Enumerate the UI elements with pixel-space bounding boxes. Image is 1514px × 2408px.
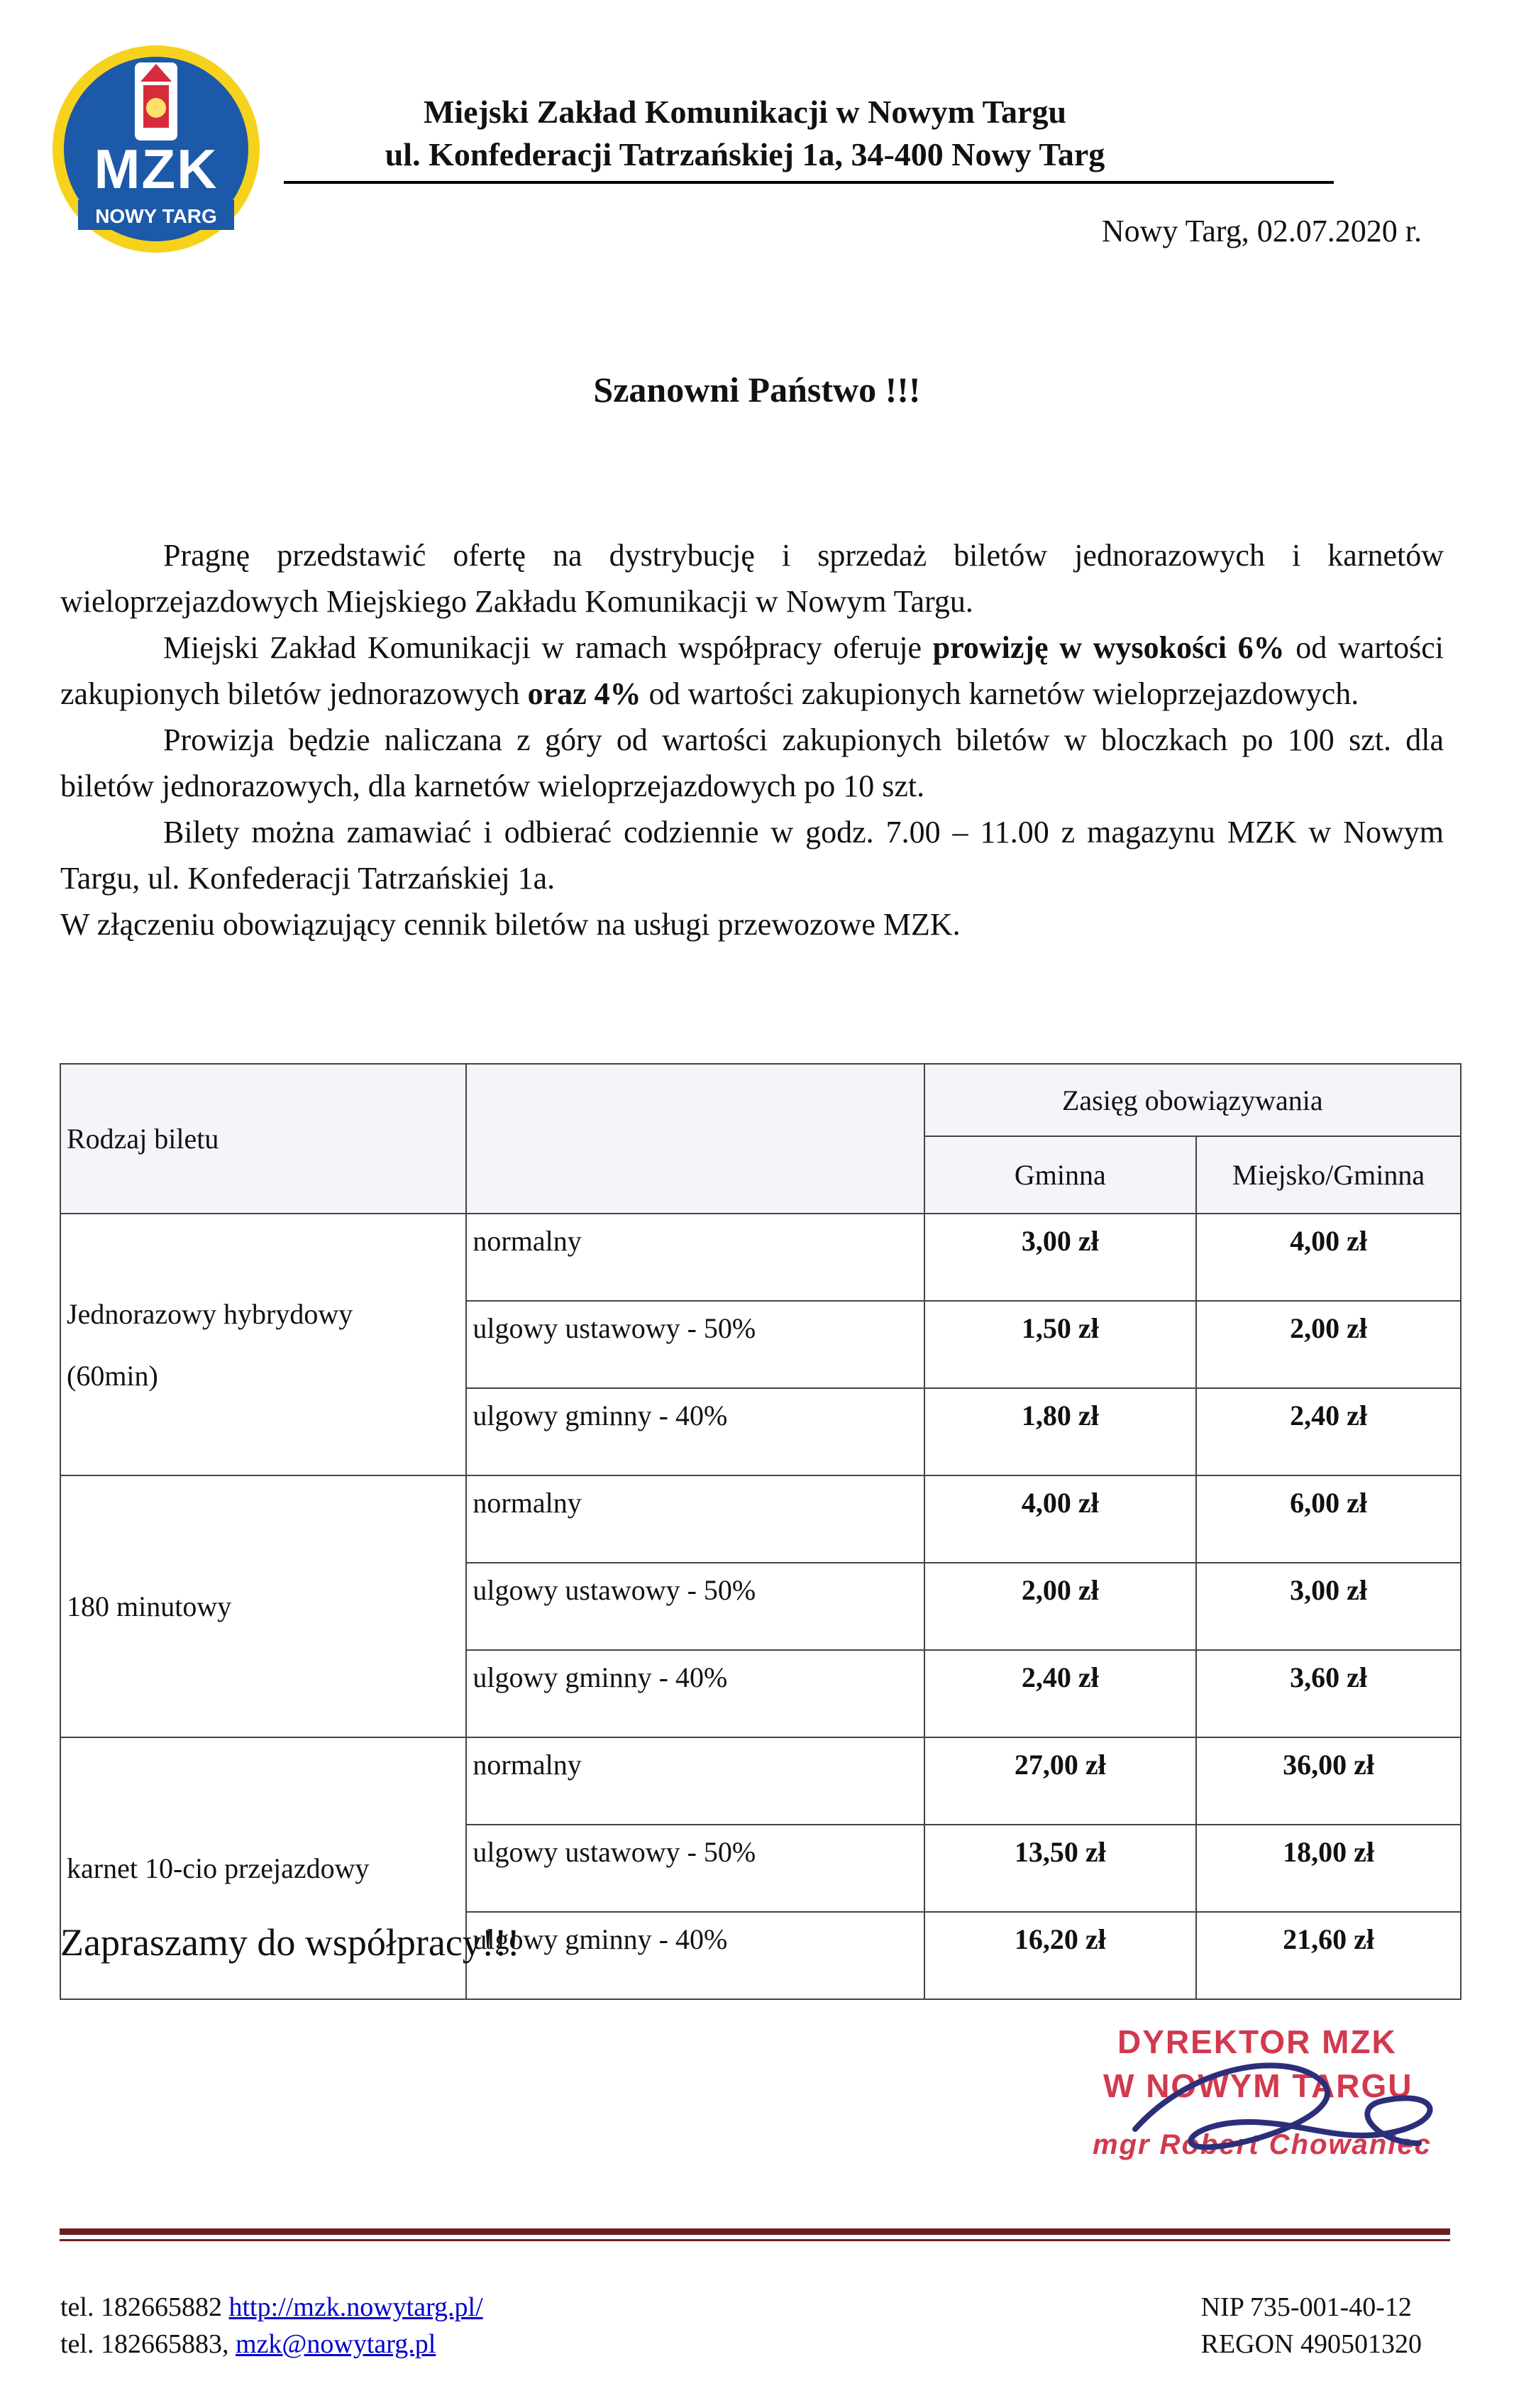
- ticket-variant: ulgowy gminny - 40%: [466, 1912, 924, 1999]
- price-miejsko: 2,00 zł: [1196, 1301, 1461, 1388]
- svg-text:NOWY TARG: NOWY TARG: [95, 205, 217, 227]
- commission-rate-single: prowizję w wysokości 6%: [932, 630, 1285, 665]
- stamp-location: W NOWYM TARGU: [1103, 2067, 1413, 2104]
- price-miejsko: 4,00 zł: [1196, 1214, 1461, 1301]
- commission-rate-pass: oraz 4%: [527, 676, 641, 711]
- price-gminna: 1,80 zł: [924, 1388, 1197, 1475]
- header-zone-miejsko: Miejsko/Gminna: [1196, 1136, 1461, 1214]
- header-divider: [284, 181, 1334, 184]
- table-row: [60, 1214, 1461, 1301]
- price-gminna: 1,50 zł: [924, 1301, 1197, 1388]
- greeting: Szanowni Państwo !!!: [593, 370, 921, 409]
- organization-name: Miejski Zakład Komunikacji w Nowym Targu: [423, 94, 1067, 130]
- header-ticket-type: Rodzaj biletu: [60, 1064, 466, 1214]
- price-gminna: 27,00 zł: [924, 1737, 1197, 1825]
- ticket-variant: normalny: [466, 1475, 924, 1563]
- price-miejsko: 36,00 zł: [1196, 1737, 1461, 1825]
- header-zone-gminna: Gminna: [924, 1136, 1197, 1214]
- header-range: Zasięg obowiązywania: [924, 1064, 1461, 1136]
- price-gminna: 2,00 zł: [924, 1563, 1197, 1650]
- ticket-variant: normalny: [466, 1737, 924, 1825]
- svg-text:MZK: MZK: [94, 138, 219, 200]
- email-link[interactable]: mzk@nowytarg.pl: [235, 2329, 436, 2359]
- table-row: [60, 1475, 1461, 1563]
- price-miejsko: 18,00 zł: [1196, 1825, 1461, 1912]
- price-gminna: 13,50 zł: [924, 1825, 1197, 1912]
- price-miejsko: 21,60 zł: [1196, 1912, 1461, 1999]
- stamp-name: mgr Robert Chowaniec: [1093, 2129, 1432, 2160]
- table-row: [60, 1737, 1461, 1825]
- organization-address: ul. Konfederacji Tatrzańskiej 1a, 34-400 Nowy Targ: [385, 136, 1105, 172]
- footer-contact: [60, 2289, 483, 2363]
- ticket-variant: ulgowy ustawowy - 50%: [466, 1563, 924, 1650]
- ticket-variant: normalny: [466, 1214, 924, 1301]
- ticket-variant: ulgowy gminny - 40%: [466, 1388, 924, 1475]
- price-gminna: 16,20 zł: [924, 1912, 1197, 1999]
- paragraph-pickup: Bilety można zamawiać i odbierać codziennie w godz. 7.00 – 11.00 z magazynu MZK w Nowym Targu, ul. Konfederacji Tatrzańskiej 1a.: [60, 815, 1444, 896]
- price-gminna: 3,00 zł: [924, 1214, 1197, 1301]
- paragraph-calculation: Prowizja będzie naliczana z góry od wartości zakupionych biletów w bloczkach po 100 szt. dla biletów jednorazowych, dla karnetów wieloprzejazdowych po 10 szt.: [60, 722, 1444, 803]
- footer-nip: NIP 735-001-40-12: [1200, 2292, 1412, 2322]
- paragraph-attachment: W złączeniu obowiązujący cennik biletów na usługi przewozowe MZK.: [60, 907, 961, 942]
- ticket-variant: ulgowy gminny - 40%: [466, 1650, 924, 1737]
- footer-registry: [1201, 2289, 1422, 2363]
- ticket-type-cell: Jednorazowy hybrydowy (60min): [60, 1214, 466, 1475]
- organization-header: [298, 91, 1192, 176]
- closing-line: Zapraszamy do współpracy!!!: [60, 1921, 520, 1964]
- stamp-title: DYREKTOR MZK: [1117, 2023, 1397, 2060]
- price-gminna: 4,00 zł: [924, 1475, 1197, 1563]
- footer-divider-thin: [60, 2239, 1450, 2241]
- price-miejsko: 6,00 zł: [1196, 1475, 1461, 1563]
- footer-phone-1: tel. 182665882: [60, 2292, 229, 2322]
- director-stamp: [1050, 2023, 1490, 2186]
- mzk-logo: [50, 43, 263, 255]
- ticket-variant: ulgowy ustawowy - 50%: [466, 1825, 924, 1912]
- price-miejsko: 3,60 zł: [1196, 1650, 1461, 1737]
- paragraph-offer: Pragnę przedstawić ofertę na dystrybucję i sprzedaż biletów jednorazowych i karnetów wieloprzejazdowych Miejskiego Zakładu Komunikacji w Nowym Targu.: [60, 538, 1444, 619]
- header-empty: [466, 1064, 924, 1214]
- price-miejsko: 3,00 zł: [1196, 1563, 1461, 1650]
- ticket-variant: ulgowy ustawowy - 50%: [466, 1301, 924, 1388]
- signature: [1050, 2023, 1490, 2186]
- footer-phone-2: tel. 182665883,: [60, 2329, 236, 2359]
- website-link[interactable]: http://mzk.nowytarg.pl/: [228, 2292, 483, 2322]
- letter-body: [60, 532, 1444, 947]
- paragraph-commission: Miejski Zakład Komunikacji w ramach współpracy oferuje prowizję w wysokości 6% od wartości zakupionych biletów jednorazowych oraz 4% od wartości zakupionych karnetów wieloprzejazdowych.: [60, 630, 1444, 711]
- price-gminna: 2,40 zł: [924, 1650, 1197, 1737]
- ticket-type-cell: karnet 10-cio przejazdowy: [60, 1737, 466, 1999]
- ticket-price-table: [60, 1063, 1461, 2000]
- footer-regon: REGON 490501320: [1200, 2329, 1422, 2359]
- ticket-type-cell: 180 minutowy: [60, 1475, 466, 1737]
- price-miejsko: 2,40 zł: [1196, 1388, 1461, 1475]
- letter-date: Nowy Targ, 02.07.2020 r.: [1101, 214, 1422, 248]
- footer-divider: [60, 2228, 1450, 2235]
